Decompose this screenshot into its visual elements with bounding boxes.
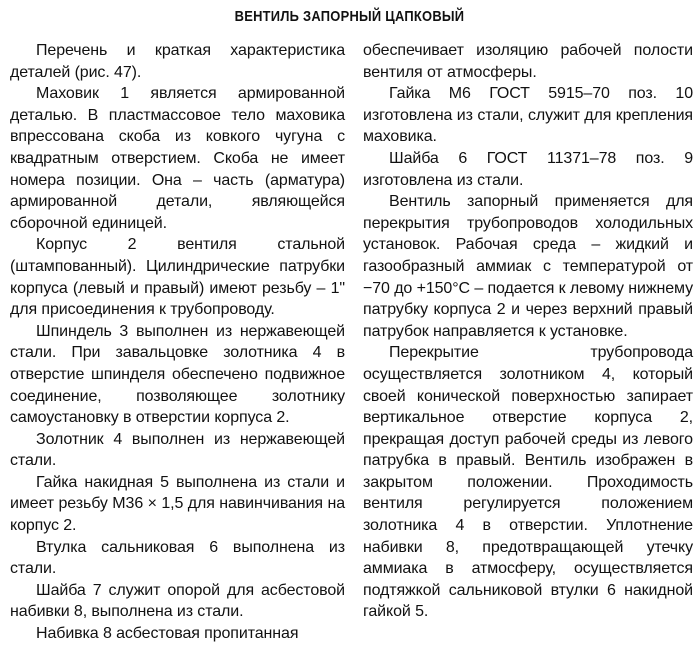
paragraph-continuation: обеспечивает изоляцию рабочей полости вентиля от атмосферы.: [363, 42, 693, 81]
left-column: [10, 40, 345, 645]
paragraph: Корпус 2 вентиля стальной (штампованный). Цилиндрические патрубки корпуса (левый и правый) имеют резьбу – 1" для присоединения к трубопроводу.: [10, 236, 345, 319]
paragraph: Шпиндель 3 выполнен из нержавеющей стали. При завальцовке золотника 4 в отверстие шпинделя обеспечено подвижное соединение, позволяющее золотнику самоустановку в отверстии корпуса 2.: [10, 322, 345, 427]
paragraph: Гайка накидная 5 выполнена из стали и имеет резьбу М36 × 1,5 для навинчивания на корпус 2.: [10, 473, 345, 535]
paragraph: Маховик 1 является армированной деталью. В пластмассовое тело маховика впрессована скоба из ковкого чугуна с квадратным отверстием. Скоба не имеет номера позиции. Она – часть (арматура) армированной детали, являющейся сборочной единицей.: [10, 85, 345, 232]
paragraph: Шайба 7 служит опорой для асбестовой набивки 8, выполнена из стали.: [10, 581, 345, 621]
paragraph: Вентиль запорный применяется для перекрытия трубопроводов холодильных установок. Рабочая среда – жидкий и газообразный аммиак с температурой от −70 до +150°С – подается к левому нижнему патрубку корпуса 2 и через верхний правый патрубок направляется к установке.: [363, 193, 693, 340]
right-column: [363, 40, 693, 623]
paragraph: Перечень и краткая характеристика деталей (рис. 47).: [10, 42, 345, 81]
paragraph: Набивка 8 асбестовая пропитанная: [36, 625, 299, 643]
paragraph: Перекрытие трубопровода осуществляется золотником 4, который своей конической поверхностью запирает вертикальное отверстие корпуса 2, прекращая доступ рабочей среды из левого патрубка в правый. Вентиль изображен в закрытом положении. Проходимость вентиля регулируется положением золотника 4 в отверстии. Уплотнение набивки 8, предотвращающей утечку аммиака в атмосферу, осуществляется подтяжкой сальниковой втулки 6 накидной гайкой 5.: [363, 344, 693, 621]
paragraph: Золотник 4 выполнен из нержавеющей стали.: [10, 430, 345, 470]
paragraph: Гайка М6 ГОСТ 5915–70 поз. 10 изготовлена из стали, служит для крепления маховика.: [363, 85, 693, 146]
paragraph: Шайба 6 ГОСТ 11371–78 поз. 9 изготовлена из стали.: [363, 149, 693, 189]
page-title: ВЕНТИЛЬ ЗАПОРНЫЙ ЦАПКОВЫЙ: [234, 8, 465, 25]
paragraph: Втулка сальниковая 6 выполнена из стали.: [10, 538, 345, 578]
